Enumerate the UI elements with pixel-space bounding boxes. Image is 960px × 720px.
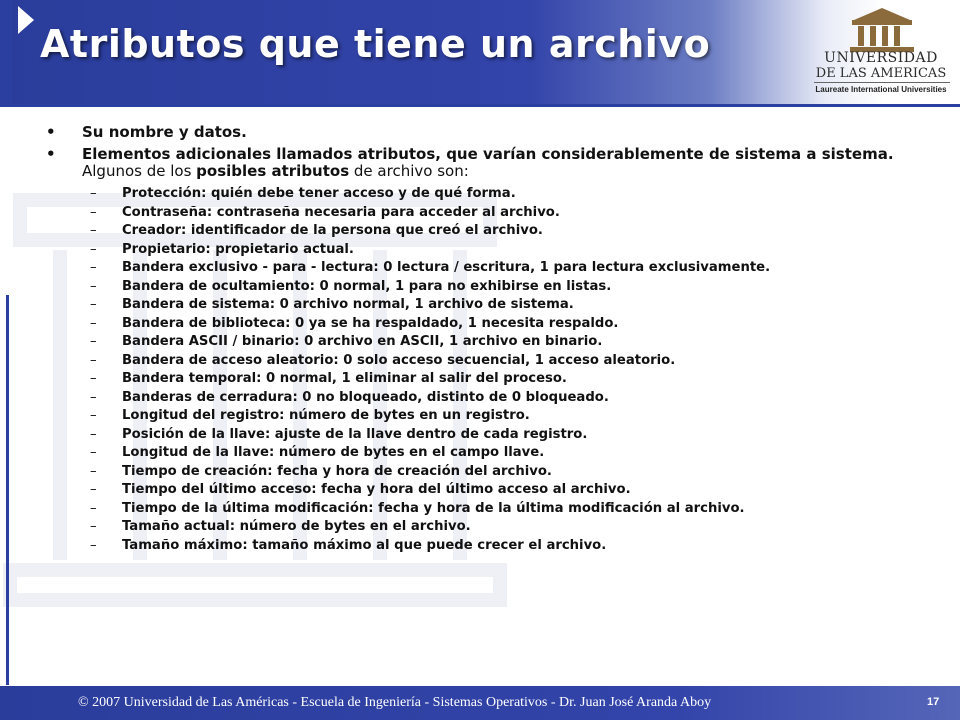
logo-text-line2: DE LAS AMERICAS [815,66,947,81]
attribute-item [44,389,944,408]
bullet-item [44,146,944,180]
attribute-item [44,537,944,556]
attribute-item [44,241,944,260]
attribute-text: Tiempo de la última modificación: fecha y hora de la última modificación al archivo. [122,500,745,516]
dash-icon: – [90,278,97,294]
attribute-item [44,296,944,315]
attribute-item [44,444,944,463]
attribute-text: Creador: identificador de la persona que creó el archivo. [122,223,543,238]
attribute-item [44,407,944,426]
dash-icon: – [90,204,97,220]
dash-icon: – [90,297,97,312]
header-band [0,0,960,104]
attribute-text: Bandera de acceso aleatorio: 0 solo acceso secuencial, 1 acceso aleatorio. [122,352,676,368]
bullet-icon: • [46,145,56,163]
attribute-item [44,204,944,223]
attribute-item [44,463,944,482]
page-number: 17 [927,696,940,708]
attribute-text: Bandera ASCII / binario: 0 archivo en ASCII, 1 archivo en binario. [122,334,603,349]
attribute-text: Bandera de biblioteca: 0 ya se ha respaldado, 1 necesita respaldo. [122,315,619,331]
dash-icon: – [90,371,97,386]
logo-text-line1: UNIVERSIDAD [824,50,938,66]
dash-icon: – [90,223,97,238]
dash-icon: – [90,260,97,275]
bullet-text: de archivo son: [349,162,469,180]
attribute-item [44,333,944,352]
footer-copyright: © 2007 Universidad de Las Américas - Escuela de Ingeniería - Sistemas Operativos - Dr. Juan José Aranda Aboy [78,695,712,710]
attribute-text: Tiempo del último acceso: fecha y hora del último acceso al archivo. [122,482,631,497]
attribute-text: Banderas de cerradura: 0 no bloqueado, distinto de 0 bloqueado. [122,389,609,405]
university-logo [806,6,956,98]
dash-icon: – [90,445,97,460]
footer-bar [0,686,960,720]
temple-logo-icon [846,6,918,54]
attribute-text: Propietario: propietario actual. [122,241,354,257]
bullet-item [44,124,944,141]
bullet-text: Su nombre y datos. [82,123,247,141]
attribute-item [44,518,944,537]
dash-icon: – [90,315,97,331]
attribute-text: Bandera de ocultamiento: 0 normal, 1 para no exhibirse en listas. [122,278,612,294]
attribute-text: Bandera exclusivo - para - lectura: 0 lectura / escritura, 1 para lectura exclusivamente. [122,260,771,275]
attribute-item [44,481,944,500]
left-accent-rule [6,295,9,685]
attribute-text: Bandera temporal: 0 normal, 1 eliminar al salir del proceso. [122,371,567,386]
header-divider [0,104,960,107]
attribute-item [44,500,944,519]
attribute-text: Tiempo de creación: fecha y hora de creación del archivo. [122,463,552,479]
attribute-text: Tamaño actual: número de bytes en el archivo. [122,519,471,534]
slide-title: Atributos que tiene un archivo [40,22,711,66]
attribute-item [44,259,944,278]
bullet-text-bold: posibles atributos [196,162,350,180]
attribute-list [44,185,944,555]
attribute-item [44,222,944,241]
dash-icon: – [90,519,97,534]
dash-icon: – [90,408,97,423]
attribute-text: Contraseña: contraseña necesaria para acceder al archivo. [122,204,560,220]
attribute-text: Longitud de la llave: número de bytes en el campo llave. [122,445,545,460]
attribute-text: Protección: quién debe tener acceso y de qué forma. [122,186,516,201]
dash-icon: – [90,334,97,349]
logo-divider [814,82,950,83]
attribute-item [44,370,944,389]
dash-icon: – [90,537,97,553]
attribute-item [44,426,944,445]
header-left-strip [0,0,12,104]
slide-body [44,124,944,555]
bullet-icon: • [46,123,56,141]
dash-icon: – [90,186,97,201]
dash-icon: – [90,426,97,442]
attribute-item [44,185,944,204]
dash-icon: – [90,482,97,497]
attribute-item [44,278,944,297]
bullet-text-bold: Elementos adicionales llamados atributos, que varían considerablemente de sistema a sistema. [82,145,894,163]
play-arrow-icon [18,6,34,34]
dash-icon: – [90,352,97,368]
attribute-item [44,352,944,371]
attribute-text: Longitud del registro: número de bytes en un registro. [122,408,530,423]
bullet-text: Algunos de los [82,162,197,180]
dash-icon: – [90,389,97,405]
logo-subtitle: Laureate International Universities [815,85,947,94]
attribute-text: Tamaño máximo: tamaño máximo al que puede crecer el archivo. [122,537,607,553]
dash-icon: – [90,241,97,257]
attribute-text: Posición de la llave: ajuste de la llave dentro de cada registro. [122,426,588,442]
attribute-text: Bandera de sistema: 0 archivo normal, 1 archivo de sistema. [122,297,574,312]
attribute-item [44,315,944,334]
dash-icon: – [90,500,97,516]
dash-icon: – [90,463,97,479]
